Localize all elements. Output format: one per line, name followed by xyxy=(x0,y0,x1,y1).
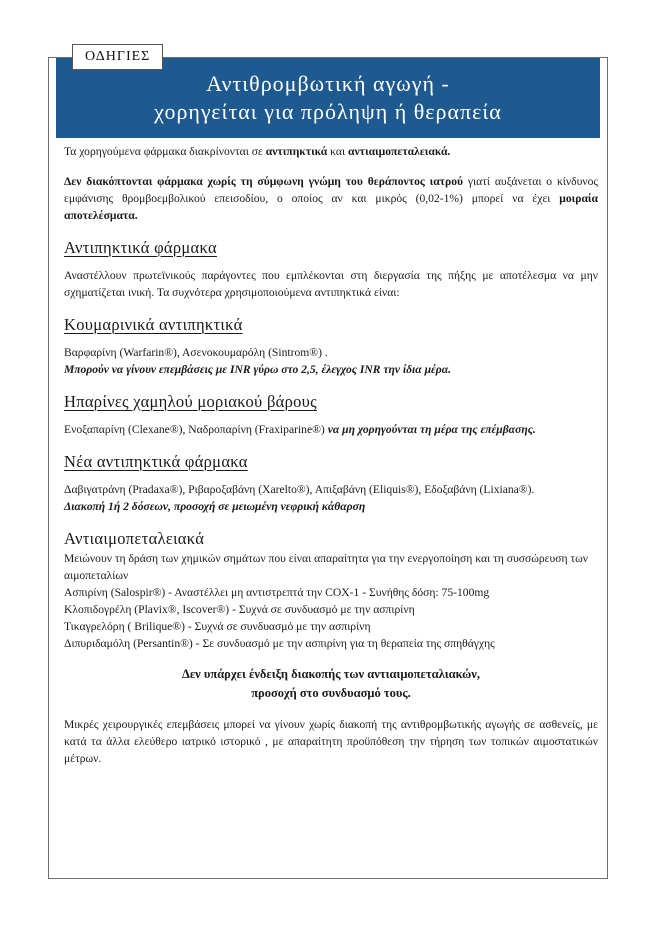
antiplatelet-intro: Μειώνουν τη δράση των χημικών σημάτων που είναι απαραίτητα για την ενεργοποίηση και τη συσσώρευση των αιμοπεταλίων xyxy=(64,552,588,582)
coumarin-note: Μπορούν να γίνουν επεμβάσεις με INR γύρω στο 2,5, έλεγχος INR την ίδια μέρα. xyxy=(64,363,452,376)
title-line-1: Αντιθρομβωτική αγωγή - xyxy=(206,71,450,96)
anticoagulants-heading: Αντιπηκτικά φάρμακα xyxy=(64,238,217,257)
antiplatelet-heading: Αντιαιμοπεταλειακά xyxy=(64,529,205,548)
new-anticoagulants-heading: Νέα αντιπηκτικά φάρμακα xyxy=(64,452,248,471)
warning-paragraph: Δεν διακόπτονται φάρμακα χωρίς τη σύμφωνη γνώμη του θεράποντος ιατρού γιατί αυξάνεται ο κίνδυνος εμφάνισης θρομβοεμβολικού επεισοδίου, ο οποίος αν και μικρός (0,02-1%) μπορεί να έχει μοιραία αποτελέσματα. xyxy=(64,175,598,222)
coumarin-text: Βαρφαρίνη (Warfarin®), Ασενοκουμαρόλη (Sintrom®) . xyxy=(64,346,328,359)
title-line-2: χορηγείται για πρόληψη ή θεραπεία xyxy=(154,99,502,124)
instructions-tag: ΟΔΗΓΙΕΣ xyxy=(72,44,163,70)
antiplatelet-warning-2: προσοχή στο συνδυασμό τους. xyxy=(251,686,411,700)
new-anticoagulants-text: Δαβιγατράνη (Pradaxa®), Ριβαροξαβάνη (Xarelto®), Απιξαβάνη (Eliquis®), Εδοξαβάνη (Lixiana®). xyxy=(64,483,535,496)
antiplatelet-warning-1: Δεν υπάρχει ένδειξη διακοπής των αντιαιμοπεταλιακών, xyxy=(181,667,480,681)
heparin-text: Ενοξαπαρίνη (Clexane®), Ναδροπαρίνη (Fraxiparine®) να μη χορηγούνται τη μέρα της επέμβασης. xyxy=(64,423,536,436)
anticoagulants-text: Αναστέλλουν πρωτεϊνικούς παράγοντες που εμπλέκονται στη διεργασία της πήξης με αποτέλεσμα να μην σχηματίζεται ινική. Τα συχνότερα χρησιμοποιούμενα αντιπηκτικά είναι: xyxy=(64,269,598,299)
antiplatelet-item: Κλοπιδογρέλη (Plavix®, Iscover®) - Συχνά σε συνδυασμό με την ασπιρίνη xyxy=(64,603,415,616)
coumarin-heading: Κουμαρινικά αντιπηκτικά xyxy=(64,315,243,334)
document-body xyxy=(64,143,598,767)
footer-paragraph: Μικρές χειρουργικές επεμβάσεις μπορεί να γίνουν χωρίς διακοπή της αντιθρομβωτικής αγωγής σε ασθενείς, με κατά τα άλλα ελεύθερο ιατρικό ιστορικό , με απαραίτητη προϋπόθεση την τήρηση των τοπικών αιμοστατικών μέτρων. xyxy=(64,718,598,765)
heparin-heading: Ηπαρίνες χαμηλού μοριακού βάρους xyxy=(64,392,317,411)
antiplatelet-item: Τικαγρελόρη ( Brilique®) - Συχνά σε συνδυασμό με την ασπιρίνη xyxy=(64,620,371,633)
intro-paragraph: Τα χορηγούμενα φάρμακα διακρίνονται σε αντιπηκτικά και αντιαιμοπεταλειακά. xyxy=(64,145,451,158)
antiplatelet-item: Διπυριδαμόλη (Persantin®) - Σε συνδυασμό με την ασπιρίνη για τη θεραπεία της σπηθάγχης xyxy=(64,637,495,650)
antiplatelet-item: Ασπιρίνη (Salospir®) - Αναστέλλει μη αντιστρεπτά την COX-1 - Συνήθης δόση: 75-100mg xyxy=(64,586,490,599)
title-banner xyxy=(56,58,600,138)
new-anticoagulants-note: Διακοπή 1ή 2 δόσεων, προσοχή σε μειωμένη νεφρική κάθαρση xyxy=(64,500,366,513)
